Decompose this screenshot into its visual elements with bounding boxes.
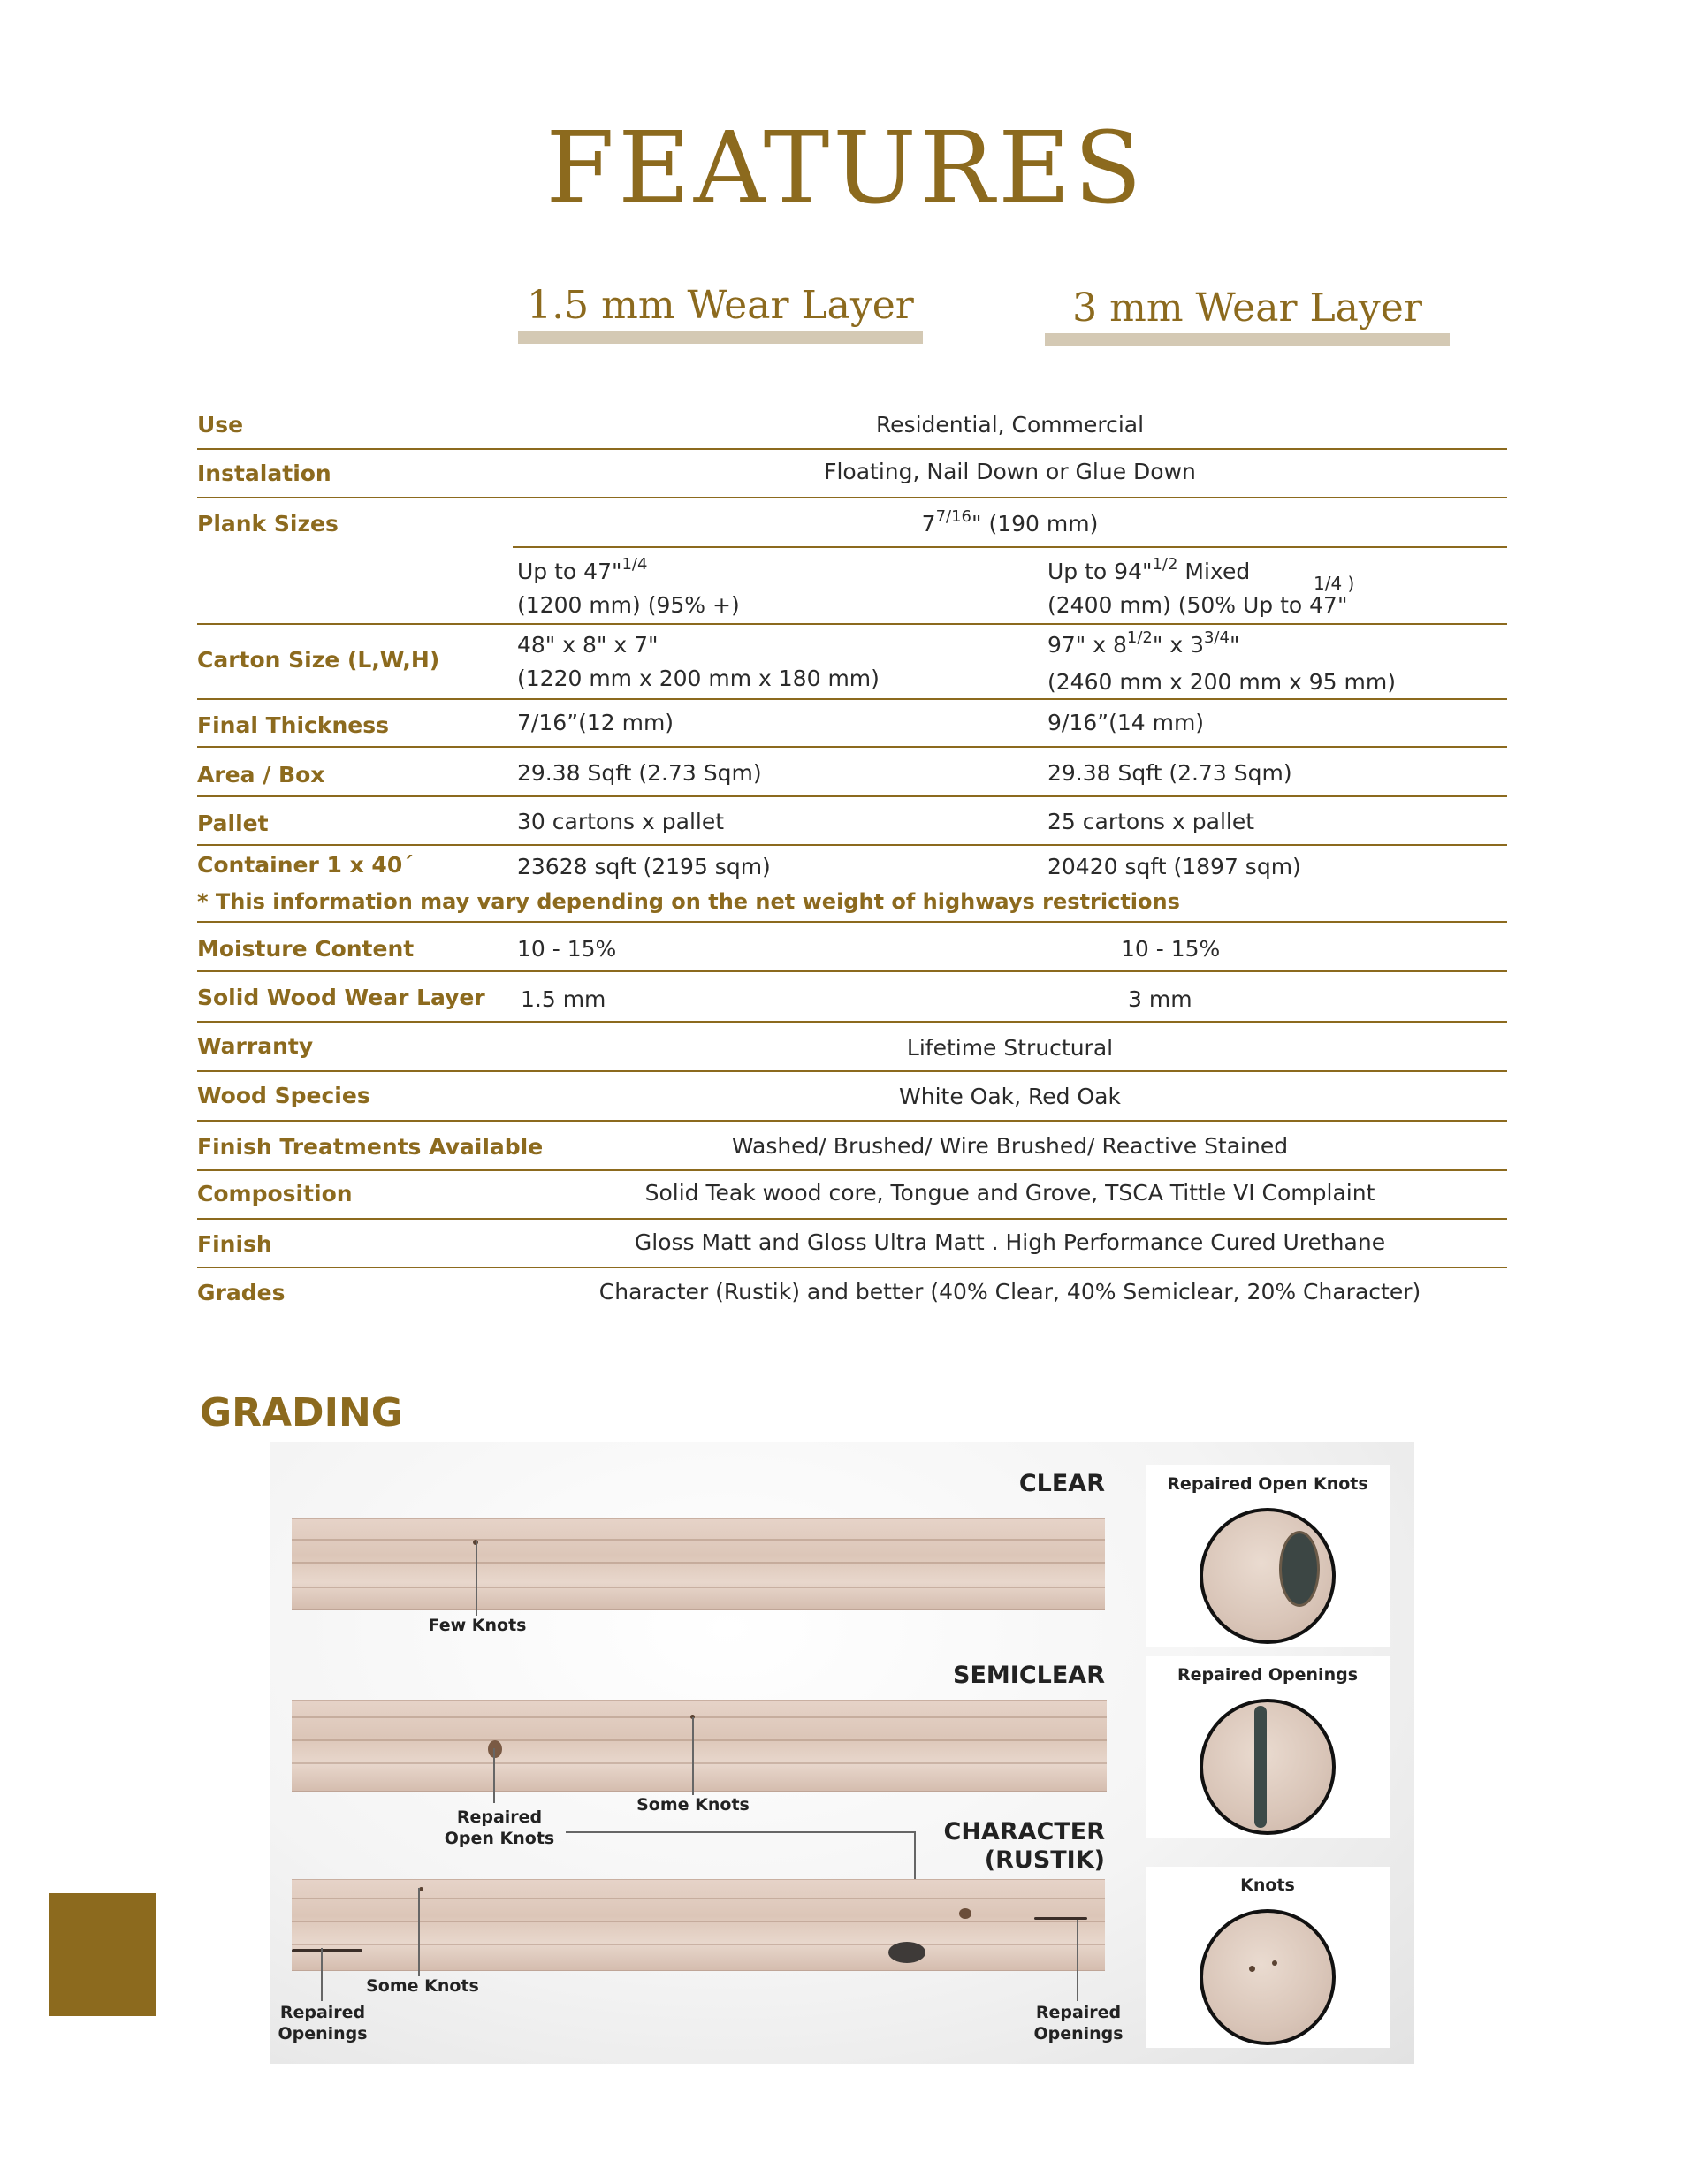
- detail-image-repaired-openings: [1200, 1699, 1336, 1835]
- detail-image-repaired-open-knots: [1200, 1508, 1336, 1644]
- plank-length-3mm: Up to 94"$^{1/2}$ Mixed: [1047, 555, 1251, 584]
- callout-line: [476, 1541, 477, 1616]
- column-header-bar: [1045, 333, 1450, 346]
- detail-card-repaired-open-knots: Repaired Open Knots: [1146, 1465, 1390, 1647]
- row-label-container: Container 1 x 40´: [197, 852, 414, 878]
- row-label-installation: Instalation: [197, 460, 331, 486]
- grade-clear-title: CLEAR: [1018, 1470, 1105, 1497]
- row-label-pallet: Pallet: [197, 810, 269, 836]
- row-label-use: Use: [197, 412, 244, 438]
- row-divider: [197, 1120, 1507, 1122]
- container-3mm: 20420 sqft (1897 sqm): [1047, 854, 1301, 879]
- row-label-carton-size: Carton Size (L,W,H): [197, 647, 440, 673]
- page-title: FEATURES: [545, 111, 1146, 226]
- row-divider: [197, 623, 1507, 625]
- row-divider: [197, 497, 1507, 498]
- row-divider: [197, 844, 1507, 846]
- callout-repaired-open-knots: Repaired Open Knots: [444, 1807, 555, 1848]
- wear-layer-3mm: 3 mm: [1128, 986, 1192, 1012]
- row-divider: [197, 448, 1507, 450]
- row-label-grades: Grades: [197, 1280, 286, 1305]
- row-label-area-box: Area / Box: [197, 762, 325, 788]
- callout-few-knots: Few Knots: [428, 1616, 527, 1635]
- plank-length-1-5mm: Up to 47"$^{1/4}$: [517, 555, 648, 584]
- row-label-final-thickness: Final Thickness: [197, 712, 389, 738]
- grade-character-subtitle: (RUSTIK): [984, 1846, 1105, 1874]
- callout-some-knots: Some Knots: [636, 1795, 750, 1815]
- row-label-wear-layer: Solid Wood Wear Layer: [197, 985, 485, 1010]
- row-label-plank-sizes: Plank Sizes: [197, 511, 339, 536]
- row-label-wood-species: Wood Species: [197, 1083, 370, 1108]
- thickness-1-5mm: 7/16”(12 mm): [517, 710, 674, 735]
- row-divider: [197, 1267, 1507, 1268]
- row-divider: [197, 1218, 1507, 1220]
- carton-size-1-5mm-metric: (1220 mm x 200 mm x 180 mm): [517, 666, 880, 691]
- detail-card-repaired-openings: Repaired Openings: [1146, 1656, 1390, 1838]
- plank-length-3mm-metric: (2400 mm) (50% Up to 47": [1047, 592, 1348, 618]
- brand-swatch: [49, 1893, 156, 2016]
- row-value-finish: Gloss Matt and Gloss Ultra Matt . High Performance Cured Urethane: [634, 1229, 1386, 1255]
- row-value-composition: Solid Teak wood core, Tongue and Grove, TSCA Tittle VI Complaint: [644, 1180, 1375, 1206]
- pallet-1-5mm: 30 cartons x pallet: [517, 809, 725, 834]
- plank-clear-image: [292, 1518, 1105, 1610]
- footnote: * This information may vary depending on the net weight of highways restrictions: [197, 889, 1180, 914]
- callout-line: [493, 1748, 495, 1803]
- row-value-grades: Character (Rustik) and better (40% Clear, 40% Semiclear, 20% Character): [598, 1279, 1421, 1305]
- row-label-finish: Finish: [197, 1231, 272, 1257]
- callout-some-knots-character: Some Knots: [366, 1976, 479, 1996]
- row-value-finish-treatments: Washed/ Brushed/ Wire Brushed/ Reactive Stained: [731, 1133, 1289, 1159]
- callout-line: [1077, 1920, 1078, 2001]
- column-header-1-5mm: 1.5 mm Wear Layer: [527, 283, 914, 328]
- callout-repaired-openings-right: Repaired Openings: [1033, 2003, 1124, 2043]
- area-1-5mm: 29.38 Sqft (2.73 Sqm): [517, 760, 762, 786]
- plank-semiclear-image: [292, 1700, 1107, 1792]
- plank-length-1-5mm-metric: (1200 mm) (95% +): [517, 592, 740, 618]
- detail-image-knots: [1200, 1909, 1336, 2045]
- row-label-finish-treatments: Finish Treatments Available: [197, 1134, 544, 1160]
- plank-length-3mm-fraction: 1/4 ): [1314, 573, 1355, 594]
- column-header-bar: [518, 331, 923, 344]
- callout-line: [566, 1831, 916, 1833]
- area-3mm: 29.38 Sqft (2.73 Sqm): [1047, 760, 1292, 786]
- column-header-3mm: 3 mm Wear Layer: [1072, 285, 1422, 331]
- pallet-3mm: 25 cartons x pallet: [1047, 809, 1255, 834]
- row-divider: [197, 1169, 1507, 1171]
- row-label-warranty: Warranty: [197, 1033, 314, 1059]
- thickness-3mm: 9/16”(14 mm): [1047, 710, 1205, 735]
- grade-character-title: CHARACTER: [943, 1818, 1105, 1845]
- plank-character-image: [292, 1879, 1105, 1971]
- grade-semiclear-title: SEMICLEAR: [953, 1662, 1105, 1689]
- callout-line: [321, 1948, 323, 2001]
- row-divider: [197, 1021, 1507, 1023]
- callout-repaired-openings-left: Repaired Openings: [278, 2003, 368, 2043]
- row-divider: [197, 970, 1507, 972]
- row-divider: [197, 1070, 1507, 1072]
- row-value-warranty: Lifetime Structural: [906, 1035, 1114, 1061]
- moisture-1-5mm: 10 - 15%: [517, 936, 617, 962]
- row-label-composition: Composition: [197, 1181, 353, 1206]
- carton-size-3mm: 97" x $8^{1/2}$" x $3^{3/4}$": [1047, 628, 1240, 658]
- row-value-installation: Floating, Nail Down or Glue Down: [824, 459, 1196, 484]
- row-divider: [197, 795, 1507, 797]
- plank-width: $7^{7/16}$" (190 mm): [921, 507, 1099, 536]
- carton-size-1-5mm: 48" x 8" x 7": [517, 632, 659, 658]
- row-divider: [513, 546, 1507, 548]
- row-divider: [197, 746, 1507, 748]
- callout-line: [418, 1888, 420, 1976]
- row-value-use: Residential, Commercial: [875, 412, 1145, 438]
- detail-card-knots: Knots: [1146, 1867, 1390, 2048]
- carton-size-3mm-metric: (2460 mm x 200 mm x 95 mm): [1047, 669, 1396, 695]
- container-1-5mm: 23628 sqft (2195 sqm): [517, 854, 771, 879]
- moisture-3mm: 10 - 15%: [1121, 936, 1221, 962]
- callout-line: [692, 1717, 694, 1795]
- wear-layer-1-5mm: 1.5 mm: [521, 986, 606, 1012]
- row-value-wood-species: White Oak, Red Oak: [899, 1084, 1121, 1109]
- row-divider: [197, 921, 1507, 923]
- row-label-moisture: Moisture Content: [197, 936, 415, 962]
- row-divider: [197, 698, 1507, 700]
- grading-heading: GRADING: [200, 1390, 403, 1435]
